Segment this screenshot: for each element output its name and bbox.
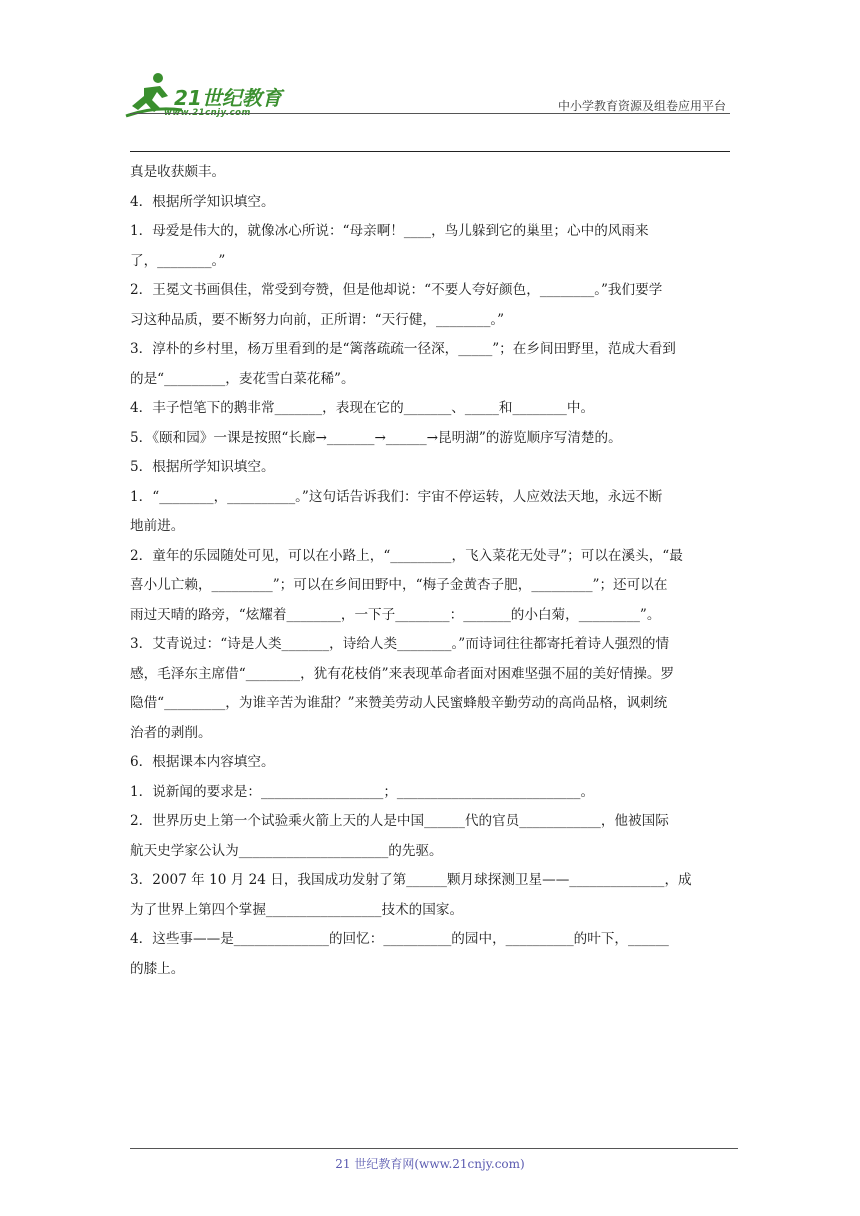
header-divider (130, 113, 730, 114)
question-line: 2．王冕文书画俱佳，常受到夸赞，但是他却说：“不要人夸好颜色，________。”我们要学 (130, 282, 663, 298)
question-line: 了，________。” (130, 252, 226, 269)
question-line: 隐借“_________，为谁辛苦为谁甜？”来赞美劳动人民蜜蜂般辛勤劳动的高尚品格，讽刺统 (130, 695, 668, 711)
document-body (130, 158, 730, 984)
question-line: 1．母爱是伟大的，就像冰心所说：“母亲啊！____，鸟儿躲到它的巢里；心中的风雨来 (130, 223, 649, 239)
content-top-divider (130, 151, 730, 152)
question-line: 航天史学家公认为______________________的先驱。 (130, 842, 443, 859)
question-line: 5．《颐和园》一课是按照“长廊→_______→______→昆明湖”的游览顺序写清楚的。 (130, 429, 622, 446)
question-line: 1．说新闻的要求是：__________________；___________________________。 (130, 783, 595, 800)
question-line: 4．丰子恺笔下的鹅非常_______，表现在它的_______、_____和________中。 (130, 400, 595, 416)
text-line: 真是收获颇丰。 (130, 164, 226, 180)
footer-site-link[interactable]: 21 世纪教育网(www.21cnjy.com) (335, 1157, 525, 1171)
question-line: 3．2007 年 10 月 24 日，我国成功发射了第______颗月球探测卫星——______________，成 (130, 872, 692, 888)
section-heading: 5．根据所学知识填空。 (130, 459, 275, 475)
question-line: 4．这些事——是______________的回忆：__________的园中，__________的叶下，______ (130, 931, 669, 947)
site-logo (124, 66, 294, 124)
question-line: 地前进。 (130, 518, 185, 534)
logo-url: www.21cnjy.com (164, 108, 251, 118)
question-line: 雨过天晴的路旁，“炫耀着________，一下子________：_______的小白菊，_________”。 (130, 606, 661, 623)
question-line: 2．世界历史上第一个试验乘火箭上天的人是中国______代的官员____________，他被国际 (130, 813, 669, 829)
question-line: 感，毛泽东主席借“________，犹有花枝俏”来表现革命者面对困难坚强不屈的美好情操。罗 (130, 665, 675, 682)
section-heading: 4．根据所学知识填空。 (130, 193, 275, 210)
question-line: 的膝上。 (130, 960, 185, 977)
question-line: 2．童年的乐园随处可见，可以在小路上，“_________，飞入菜花无处寻”；可以在溪头，“最 (130, 547, 683, 564)
question-line: 的是“_________，麦花雪白菜花稀”。 (130, 370, 355, 387)
question-line: 1．“________，__________。”这句话告诉我们：宇宙不停运转，人应效法天地，永远不断 (130, 488, 663, 505)
question-line: 治者的剥削。 (130, 724, 212, 741)
header-platform-name: 中小学教育资源及组卷应用平台 (557, 99, 726, 113)
question-line: 3．艾青说过：“诗是人类_______，诗给人类________。”而诗词往往都寄托着诗人强烈的情 (130, 636, 670, 652)
section-heading: 6．根据课本内容填空。 (130, 754, 275, 770)
logo-text: 21世纪教育 (174, 86, 282, 110)
question-line: 习这种品质，要不断努力向前，正所谓：“天行健，________。” (130, 311, 505, 328)
question-line: 为了世界上第四个掌握_________________技术的国家。 (130, 901, 464, 918)
question-line: 3．淳朴的乡村里，杨万里看到的是“篱落疏疏一径深，_____”；在乡间田野里，范成大看到 (130, 341, 676, 357)
footer-divider (130, 1148, 738, 1149)
question-line: 喜小儿亡赖，_________”；可以在乡间田野中，“梅子金黄杏子肥，_________”；还可以在 (130, 577, 668, 593)
